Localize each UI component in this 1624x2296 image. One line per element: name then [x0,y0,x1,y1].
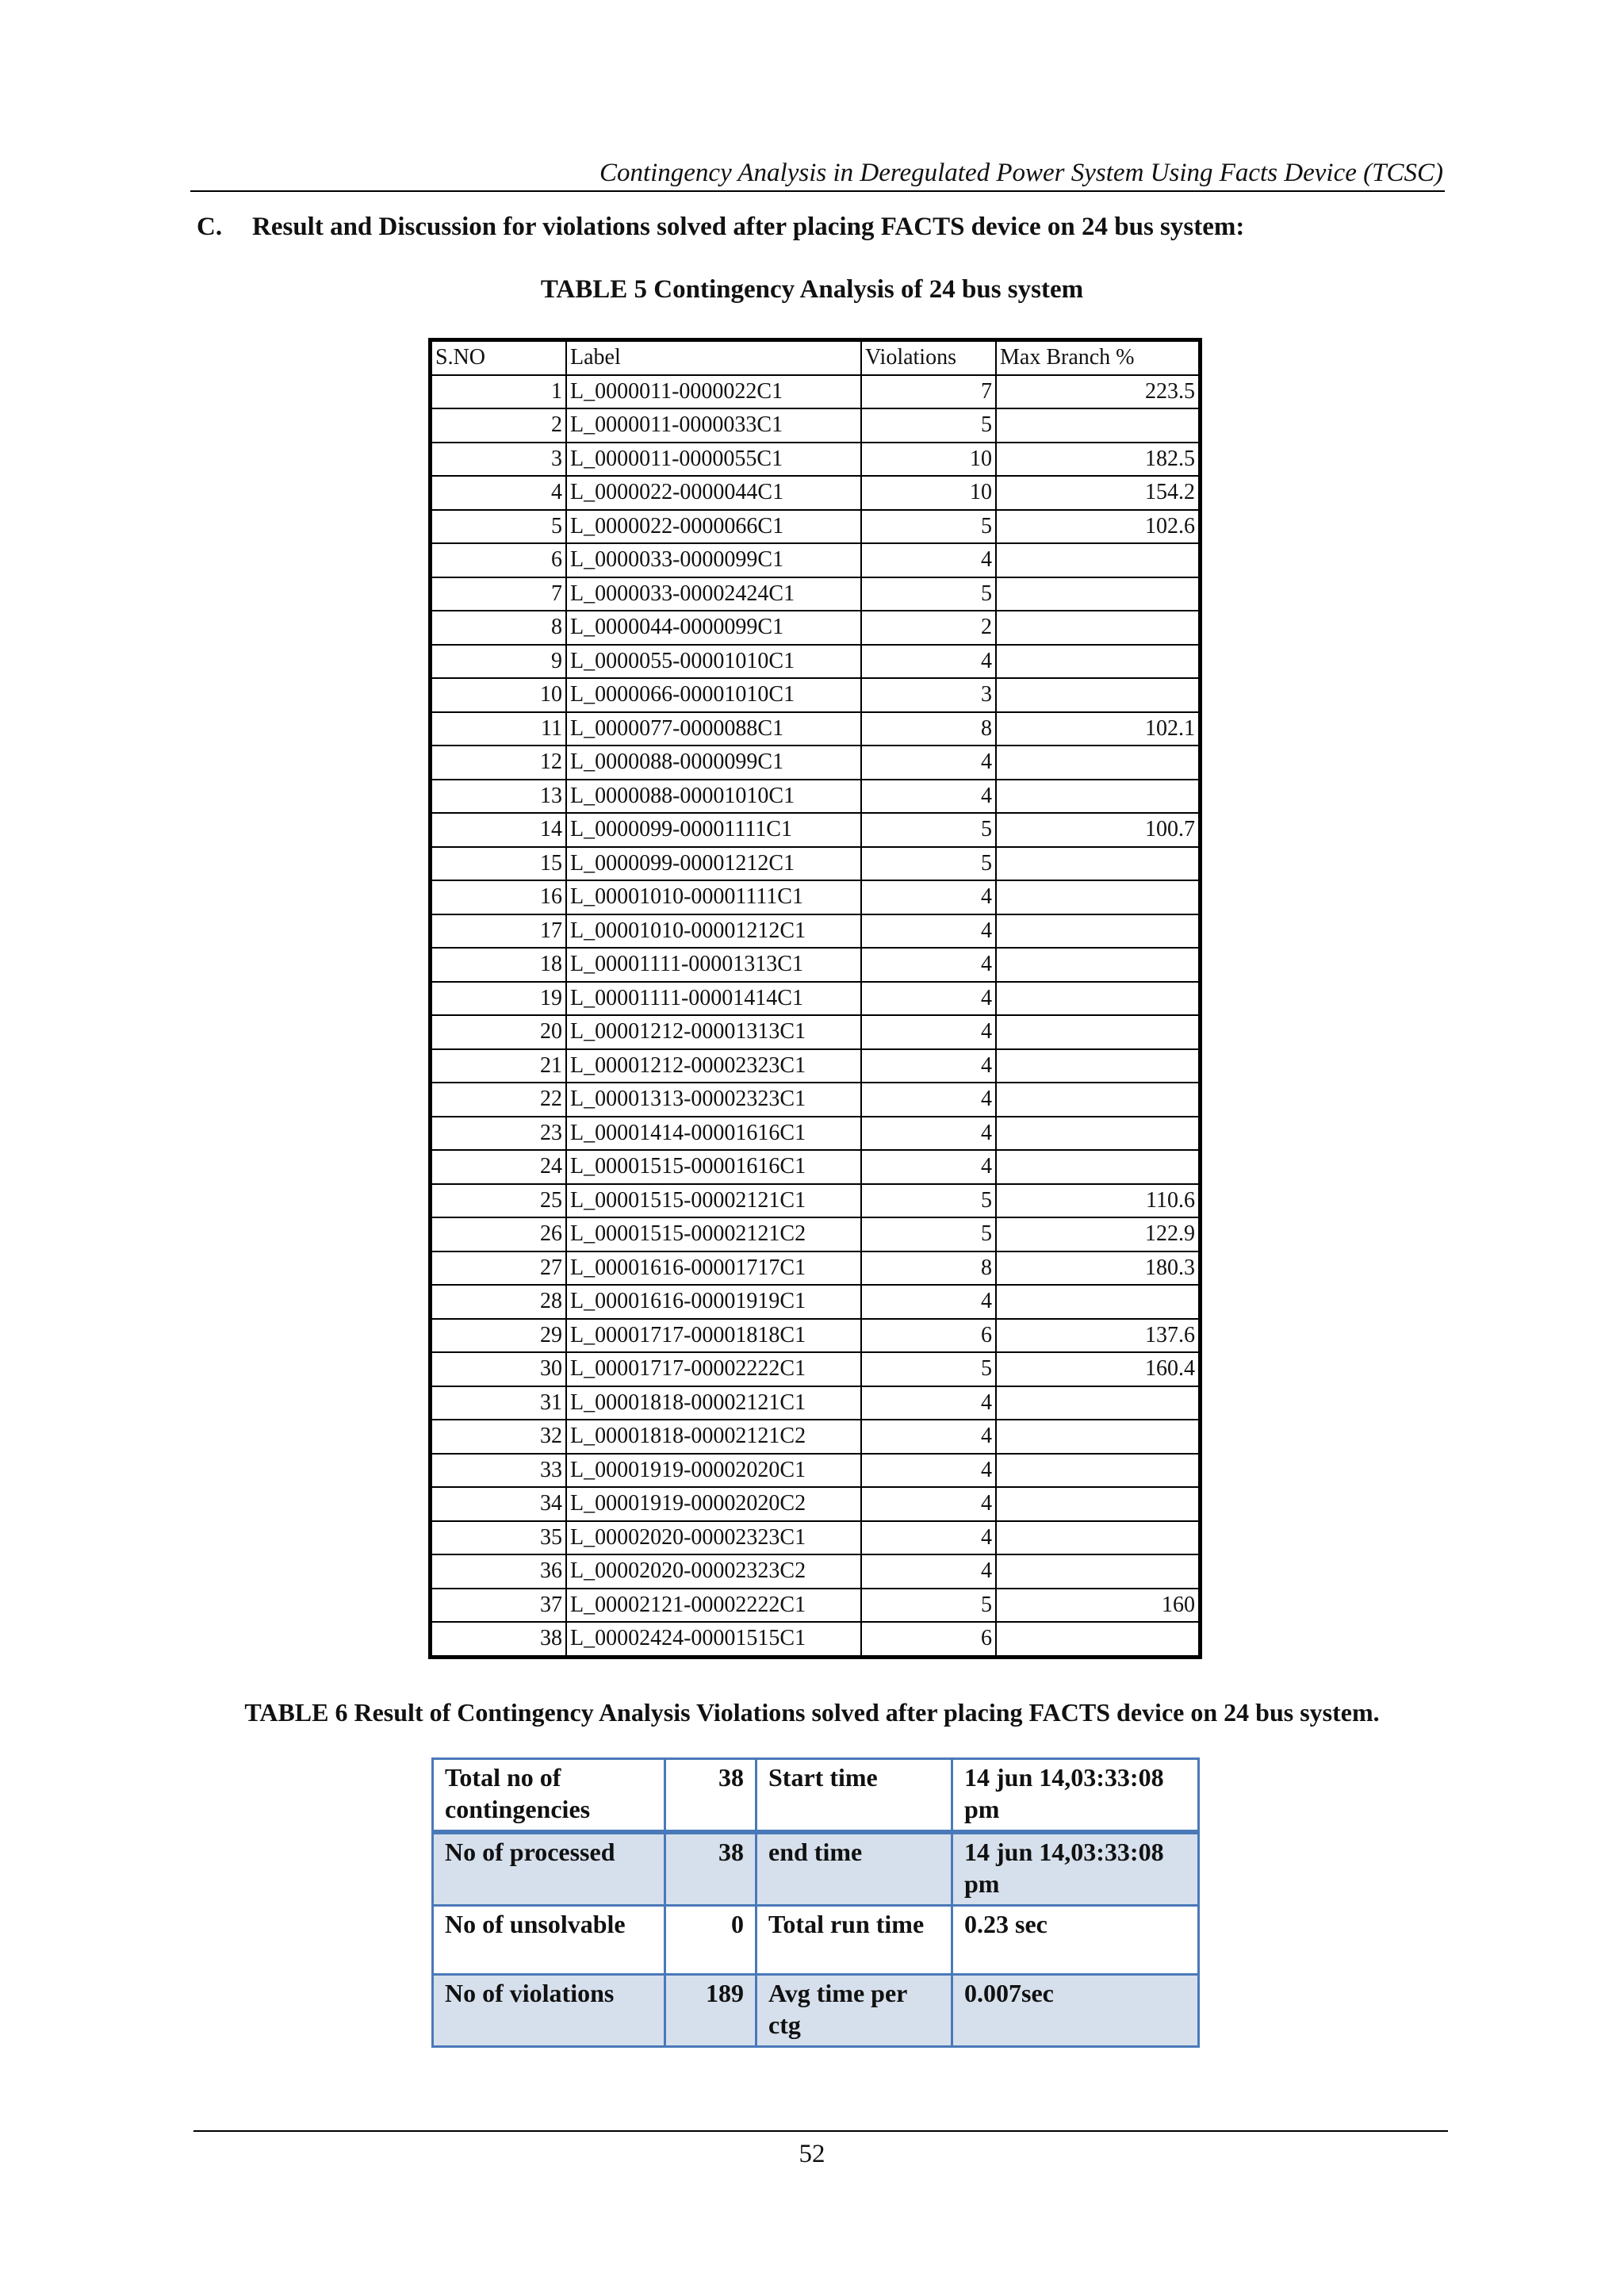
cell-sno: 16 [431,880,567,914]
section-title: Result and Discussion for violations solved after placing FACTS device on 24 bus system: [252,213,1245,241]
cell-label: L_0000088-0000099C1 [566,746,861,780]
cell-sno: 25 [431,1184,567,1218]
cell-max-branch [996,1420,1201,1454]
cell-violations: 4 [861,543,996,577]
cell-max-branch: 182.5 [996,443,1201,477]
cell-label: L_00001919-00002020C1 [566,1454,861,1488]
cell-max-branch [996,914,1201,949]
summary-value: 14 jun 14,03:33:08 pm [952,1832,1199,1906]
cell-sno: 5 [431,510,567,544]
cell-max-branch [996,1386,1201,1420]
cell-label: L_0000022-0000066C1 [566,510,861,544]
cell-label: L_00001111-00001313C1 [566,948,861,982]
cell-violations: 4 [861,1049,996,1083]
cell-sno: 22 [431,1083,567,1117]
cell-max-branch [996,1117,1201,1151]
cell-sno: 1 [431,375,567,409]
cell-sno: 8 [431,611,567,645]
summary-value: 38 [665,1832,756,1906]
cell-violations: 7 [861,375,996,409]
cell-label: L_0000033-0000099C1 [566,543,861,577]
cell-max-branch: 180.3 [996,1251,1201,1286]
table-row [431,1319,1201,1353]
cell-sno: 12 [431,746,567,780]
cell-label: L_00002020-00002323C1 [566,1521,861,1555]
cell-violations: 4 [861,1015,996,1049]
summary-key: No of unsolvable [433,1906,665,1975]
table-row [431,375,1201,409]
cell-label: L_00001818-00002121C1 [566,1386,861,1420]
cell-violations: 5 [861,408,996,443]
cell-label: L_00001717-00002222C1 [566,1352,861,1386]
cell-sno: 36 [431,1554,567,1589]
cell-violations: 4 [861,914,996,949]
summary-row [433,1832,1199,1906]
cell-sno: 11 [431,712,567,746]
column-header-violations: Violations [861,340,996,375]
cell-violations: 5 [861,577,996,611]
table-row [431,914,1201,949]
cell-max-branch: 110.6 [996,1184,1201,1218]
cell-violations: 4 [861,746,996,780]
cell-sno: 27 [431,1251,567,1286]
table-row [431,948,1201,982]
cell-sno: 10 [431,678,567,712]
table-row [431,1083,1201,1117]
table6-caption: TABLE 6 Result of Contingency Analysis Violations solved after placing FACTS device on 24 bus system. [244,1698,1380,1727]
table-row [431,1049,1201,1083]
cell-violations: 6 [861,1622,996,1657]
cell-max-branch [996,780,1201,814]
cell-label: L_00001212-00001313C1 [566,1015,861,1049]
summary-row [433,1759,1199,1833]
table-row [431,1386,1201,1420]
cell-violations: 6 [861,1319,996,1353]
cell-violations: 5 [861,1589,996,1623]
cell-sno: 32 [431,1420,567,1454]
cell-label: L_00001717-00001818C1 [566,1319,861,1353]
cell-max-branch [996,982,1201,1016]
cell-violations: 4 [861,1386,996,1420]
table-row [431,510,1201,544]
cell-violations: 4 [861,1521,996,1555]
summary-key: Total no of contingencies [433,1759,665,1833]
cell-sno: 35 [431,1521,567,1555]
cell-sno: 31 [431,1386,567,1420]
cell-violations: 5 [861,1184,996,1218]
cell-violations: 5 [861,1217,996,1251]
cell-label: L_00001616-00001717C1 [566,1251,861,1286]
cell-sno: 9 [431,645,567,679]
header-rule [190,190,1445,192]
cell-sno: 21 [431,1049,567,1083]
cell-sno: 15 [431,847,567,881]
summary-table [431,1757,1200,2048]
table-row [431,1117,1201,1151]
cell-violations: 4 [861,880,996,914]
cell-violations: 4 [861,1454,996,1488]
cell-violations: 3 [861,678,996,712]
summary-key: Avg time per ctg [756,1975,952,2047]
cell-label: L_0000055-00001010C1 [566,645,861,679]
cell-label: L_0000099-00001212C1 [566,847,861,881]
table-row [431,982,1201,1016]
cell-max-branch [996,1083,1201,1117]
cell-max-branch [996,1049,1201,1083]
cell-max-branch: 122.9 [996,1217,1201,1251]
cell-sno: 2 [431,408,567,443]
cell-max-branch [996,880,1201,914]
cell-label: L_0000011-0000022C1 [566,375,861,409]
table-row [431,1352,1201,1386]
cell-label: L_00001818-00002121C2 [566,1420,861,1454]
cell-label: L_00001414-00001616C1 [566,1117,861,1151]
cell-sno: 19 [431,982,567,1016]
summary-key: end time [756,1832,952,1906]
cell-label: L_00001010-00001111C1 [566,880,861,914]
cell-sno: 28 [431,1285,567,1319]
cell-max-branch [996,1015,1201,1049]
cell-label: L_00001111-00001414C1 [566,982,861,1016]
table-row [431,1454,1201,1488]
cell-max-branch [996,1622,1201,1657]
cell-label: L_00002424-00001515C1 [566,1622,861,1657]
cell-max-branch [996,678,1201,712]
footer-rule [193,2130,1448,2132]
summary-key: Start time [756,1759,952,1833]
summary-value: 0 [665,1906,756,1975]
contingency-table [428,338,1202,1659]
cell-violations: 5 [861,1352,996,1386]
cell-sno: 17 [431,914,567,949]
cell-label: L_00001616-00001919C1 [566,1285,861,1319]
cell-violations: 4 [861,1150,996,1184]
cell-sno: 33 [431,1454,567,1488]
table-row [431,1487,1201,1521]
summary-row [433,1906,1199,1975]
cell-max-branch [996,577,1201,611]
cell-sno: 18 [431,948,567,982]
cell-sno: 38 [431,1622,567,1657]
cell-max-branch [996,746,1201,780]
cell-max-branch: 137.6 [996,1319,1201,1353]
table-row [431,577,1201,611]
cell-violations: 4 [861,1487,996,1521]
cell-violations: 4 [861,780,996,814]
cell-sno: 6 [431,543,567,577]
cell-violations: 4 [861,1420,996,1454]
cell-sno: 23 [431,1117,567,1151]
table-row [431,476,1201,510]
cell-violations: 10 [861,476,996,510]
section-heading [197,208,1244,246]
table-row [431,1589,1201,1623]
cell-sno: 29 [431,1319,567,1353]
cell-violations: 5 [861,847,996,881]
section-letter: C. [197,213,223,241]
table-row [431,780,1201,814]
table-row [431,847,1201,881]
cell-violations: 4 [861,948,996,982]
table-row [431,1184,1201,1218]
summary-row [433,1975,1199,2047]
cell-max-branch: 102.1 [996,712,1201,746]
table-row [431,678,1201,712]
cell-max-branch [996,948,1201,982]
table-row [431,712,1201,746]
cell-label: L_00001010-00001212C1 [566,914,861,949]
column-header-sno: S.NO [431,340,567,375]
cell-label: L_00001919-00002020C2 [566,1487,861,1521]
table-row [431,1420,1201,1454]
table-row [431,1150,1201,1184]
table-header-row [431,340,1201,375]
cell-sno: 37 [431,1589,567,1623]
cell-label: L_00002020-00002323C2 [566,1554,861,1589]
cell-max-branch [996,1285,1201,1319]
cell-max-branch [996,408,1201,443]
cell-label: L_0000044-0000099C1 [566,611,861,645]
summary-value: 189 [665,1975,756,2047]
summary-key: No of processed [433,1832,665,1906]
cell-sno: 30 [431,1352,567,1386]
cell-violations: 4 [861,1285,996,1319]
cell-max-branch: 160.4 [996,1352,1201,1386]
cell-label: L_00002121-00002222C1 [566,1589,861,1623]
cell-max-branch: 160 [996,1589,1201,1623]
table5-caption: TABLE 5 Contingency Analysis of 24 bus system [540,275,1084,304]
cell-label: L_0000022-0000044C1 [566,476,861,510]
table-row [431,543,1201,577]
table-row [431,1554,1201,1589]
cell-violations: 4 [861,645,996,679]
cell-label: L_00001515-00002121C1 [566,1184,861,1218]
cell-label: L_0000088-00001010C1 [566,780,861,814]
table-row [431,1622,1201,1657]
cell-max-branch [996,1521,1201,1555]
cell-max-branch [996,543,1201,577]
cell-sno: 13 [431,780,567,814]
table-row [431,443,1201,477]
cell-violations: 8 [861,1251,996,1286]
cell-max-branch [996,1150,1201,1184]
cell-violations: 5 [861,510,996,544]
cell-max-branch [996,1487,1201,1521]
cell-sno: 4 [431,476,567,510]
cell-violations: 8 [861,712,996,746]
cell-label: L_00001515-00001616C1 [566,1150,861,1184]
summary-value: 0.23 sec [952,1906,1199,1975]
cell-violations: 2 [861,611,996,645]
running-header: Contingency Analysis in Deregulated Power System Using Facts Device (TCSC) [599,159,1443,187]
cell-violations: 4 [861,1117,996,1151]
summary-key: No of violations [433,1975,665,2047]
summary-value: 0.007sec [952,1975,1199,2047]
cell-max-branch: 100.7 [996,813,1201,847]
cell-violations: 4 [861,982,996,1016]
table-row [431,645,1201,679]
cell-label: L_00001515-00002121C2 [566,1217,861,1251]
table-row [431,880,1201,914]
cell-label: L_0000066-00001010C1 [566,678,861,712]
cell-label: L_0000011-0000033C1 [566,408,861,443]
cell-max-branch [996,847,1201,881]
table-row [431,1015,1201,1049]
cell-label: L_0000033-00002424C1 [566,577,861,611]
table-row [431,1217,1201,1251]
cell-label: L_0000011-0000055C1 [566,443,861,477]
summary-value: 38 [665,1759,756,1833]
page-number: 52 [799,2140,825,2168]
table-row [431,1251,1201,1286]
cell-violations: 10 [861,443,996,477]
cell-max-branch [996,611,1201,645]
table-row [431,746,1201,780]
cell-sno: 24 [431,1150,567,1184]
cell-violations: 4 [861,1554,996,1589]
cell-max-branch: 154.2 [996,476,1201,510]
cell-violations: 4 [861,1083,996,1117]
table-row [431,611,1201,645]
table-row [431,1285,1201,1319]
cell-violations: 5 [861,813,996,847]
cell-sno: 14 [431,813,567,847]
cell-label: L_0000077-0000088C1 [566,712,861,746]
summary-key: Total run time [756,1906,952,1975]
cell-max-branch [996,645,1201,679]
cell-sno: 7 [431,577,567,611]
cell-max-branch [996,1454,1201,1488]
table-row [431,813,1201,847]
table-row [431,408,1201,443]
table-row [431,1521,1201,1555]
cell-sno: 20 [431,1015,567,1049]
cell-max-branch [996,1554,1201,1589]
column-header-max-branch: Max Branch % [996,340,1201,375]
cell-max-branch: 223.5 [996,375,1201,409]
cell-label: L_0000099-00001111C1 [566,813,861,847]
cell-sno: 26 [431,1217,567,1251]
summary-value: 14 jun 14,03:33:08 pm [952,1759,1199,1833]
column-header-label: Label [566,340,861,375]
cell-sno: 3 [431,443,567,477]
cell-label: L_00001313-00002323C1 [566,1083,861,1117]
cell-label: L_00001212-00002323C1 [566,1049,861,1083]
cell-sno: 34 [431,1487,567,1521]
cell-max-branch: 102.6 [996,510,1201,544]
